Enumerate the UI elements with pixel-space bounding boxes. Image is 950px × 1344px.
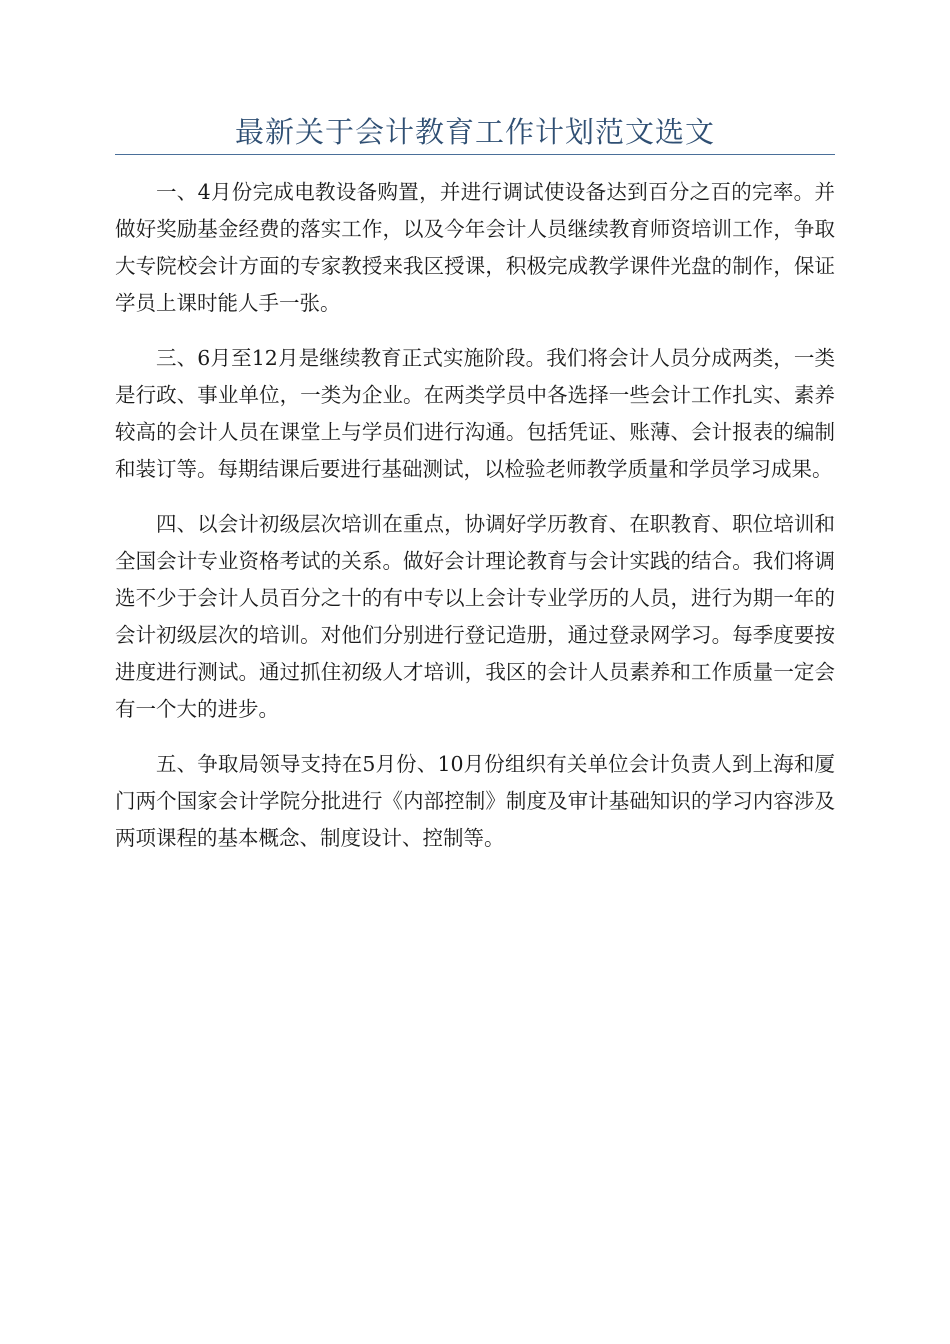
paragraph-1: 一、4月份完成电教设备购置，并进行调试使设备达到百分之百的完率。并做好奖励基金经费的落实工作，以及今年会计人员继续教育师资培训工作，争取大专院校会计方面的专家教授来我区授课，积极完成教学课件光盘的制作，保证学员上课时能人手一张。 [115,180,835,315]
paragraph-5: 五、争取局领导支持在5月份、10月份组织有关单位会计负责人到上海和厦门两个国家会计学院分批进行《内部控制》制度及审计基础知识的学习内容涉及两项课程的基本概念、制度设计、控制等。 [115,752,835,850]
paragraph-4: 四、以会计初级层次培训在重点，协调好学历教育、在职教育、职位培训和全国会计专业资格考试的关系。做好会计理论教育与会计实践的结合。我们将调选不少于会计人员百分之十的有中专以上会计专业学历的人员，进行为期一年的会计初级层次的培训。对他们分别进行登记造册，通过登录网学习。每季度要按进度进行测试。通过抓住初级人才培训，我区的会计人员素养和工作质量一定会有一个大的进步。 [115,512,835,721]
paragraph-3: 三、6月至12月是继续教育正式实施阶段。我们将会计人员分成两类，一类是行政、事业单位，一类为企业。在两类学员中各选择一些会计工作扎实、素养较高的会计人员在课堂上与学员们进行沟通。包括凭证、账薄、会计报表的编制和装订等。每期结课后要进行基础测试，以检验老师教学质量和学员学习成果。 [115,346,835,481]
document-body [115,174,835,875]
title-underline [115,154,835,155]
document-title: 最新关于会计教育工作计划范文选文 [234,115,715,149]
